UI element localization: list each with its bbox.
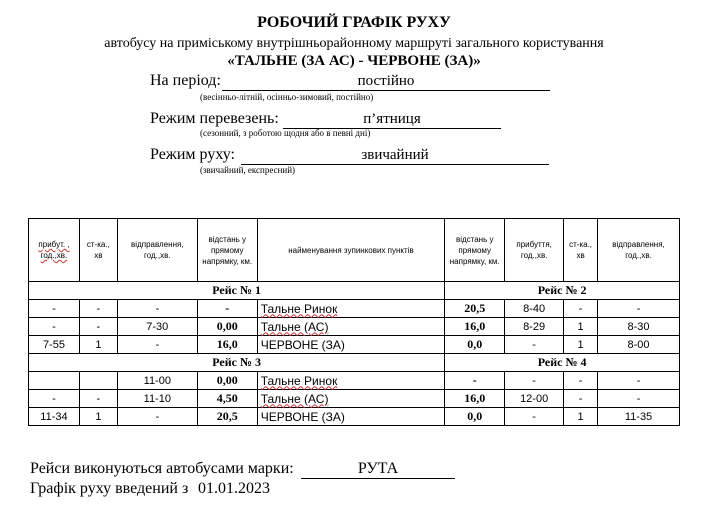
- cell-departure-left: -: [117, 336, 197, 354]
- table-row: [29, 336, 680, 354]
- cell-arrival-right: -: [505, 372, 564, 390]
- cell-departure-right: -: [598, 390, 680, 408]
- cell-departure-left: 11-00: [117, 372, 197, 390]
- bus-brand-label: Рейси виконуються автобусами марки:: [30, 460, 294, 477]
- cell-distance-left: -: [197, 300, 257, 318]
- trip-row-1-2: [29, 282, 680, 300]
- cell-arrival-right: -: [505, 336, 564, 354]
- period-value: постійно: [222, 72, 550, 91]
- motion-label: Режим руху:: [150, 146, 235, 163]
- table-header-row: [29, 219, 680, 282]
- cell-arrival-left: -: [29, 300, 80, 318]
- mode-value: п’ятниця: [283, 110, 501, 129]
- cell-departure-left: 11-10: [117, 390, 197, 408]
- cell-arrival-left: 11-34: [29, 408, 80, 426]
- schedule-start-date: 01.01.2023: [198, 480, 270, 497]
- trip-row-3-4: [29, 354, 680, 372]
- table-row: [29, 372, 680, 390]
- cell-stop-right: -: [564, 372, 598, 390]
- trip-3-label: Рейс № 3: [29, 354, 445, 372]
- cell-stop-name: Тальне (АС): [257, 390, 445, 408]
- cell-departure-right: -: [598, 300, 680, 318]
- header-stop-left: ст-ка., хв: [79, 219, 117, 282]
- cell-distance-right: 16,0: [445, 390, 505, 408]
- cell-distance-right: 0,0: [445, 408, 505, 426]
- cell-arrival-left: -: [29, 318, 80, 336]
- cell-stop-name: Тальне Ринок: [257, 372, 445, 390]
- table-row: [29, 408, 680, 426]
- cell-departure-right: -: [598, 372, 680, 390]
- table-row: [29, 390, 680, 408]
- cell-stop-left: -: [79, 318, 117, 336]
- cell-arrival-left: -: [29, 390, 80, 408]
- cell-stop-left: 1: [79, 408, 117, 426]
- cell-stop-right: 1: [564, 336, 598, 354]
- cell-arrival-left: 7-55: [29, 336, 80, 354]
- table-row: [29, 318, 680, 336]
- cell-distance-left: 0,00: [197, 318, 257, 336]
- cell-stop-right: -: [564, 300, 598, 318]
- cell-departure-right: 8-00: [598, 336, 680, 354]
- motion-hint: (звичайний, експресний): [200, 165, 296, 175]
- cell-stop-name: Тальне Ринок: [257, 300, 445, 318]
- header-departure-left: відправлення, год.,хв.: [117, 219, 197, 282]
- period-hint: (весінньо-літній, осінньо-зимовий, постійно): [200, 92, 374, 102]
- cell-departure-right: 11-35: [598, 408, 680, 426]
- cell-stop-name: Тальне (АС): [257, 318, 445, 336]
- cell-arrival-right: 12-00: [505, 390, 564, 408]
- doc-title: РОБОЧИЙ ГРАФІК РУХУ: [257, 14, 451, 31]
- cell-distance-right: 20,5: [445, 300, 505, 318]
- route-name: «ТАЛЬНЕ (ЗА АС) - ЧЕРВОНЕ (ЗА)»: [227, 53, 481, 69]
- header-distance-right: відстань у прямому напрямку, км.: [445, 219, 505, 282]
- mode-hint: (сезонний, з роботою щодня або в певні дні): [200, 128, 371, 138]
- bus-brand-value: РУТА: [301, 460, 455, 479]
- cell-arrival-right: 8-29: [505, 318, 564, 336]
- trip-2-label: Рейс № 2: [445, 282, 680, 300]
- cell-arrival-right: 8-40: [505, 300, 564, 318]
- cell-distance-right: 16,0: [445, 318, 505, 336]
- cell-arrival-right: -: [505, 408, 564, 426]
- period-label: На період:: [150, 72, 221, 89]
- cell-departure-left: -: [117, 300, 197, 318]
- cell-distance-left: 20,5: [197, 408, 257, 426]
- cell-distance-right: 0,0: [445, 336, 505, 354]
- cell-stop-right: -: [564, 390, 598, 408]
- trip-4-label: Рейс № 4: [445, 354, 680, 372]
- header-stop-right: ст-ка., хв: [564, 219, 598, 282]
- header-distance-left: відстань у прямому напрямку, км.: [197, 219, 257, 282]
- cell-distance-left: 16,0: [197, 336, 257, 354]
- mode-label: Режим перевезень:: [150, 110, 279, 127]
- cell-distance-right: -: [445, 372, 505, 390]
- cell-stop-name: ЧЕРВОНЕ (ЗА): [257, 336, 445, 354]
- header-arrival-right: прибуття, год.,хв.: [505, 219, 564, 282]
- cell-stop-left: 1: [79, 336, 117, 354]
- cell-departure-right: 8-30: [598, 318, 680, 336]
- doc-subtitle: автобусу на приміському внутрішньорайонному маршруті загального користування: [104, 36, 604, 51]
- schedule-table: [28, 218, 680, 426]
- cell-distance-left: 4,50: [197, 390, 257, 408]
- cell-stop-right: 1: [564, 408, 598, 426]
- cell-stop-right: 1: [564, 318, 598, 336]
- cell-stop-left: -: [79, 300, 117, 318]
- motion-value: звичайний: [241, 146, 549, 165]
- cell-arrival-left: [29, 372, 80, 390]
- schedule-start-label: Графік руху введений з: [30, 480, 189, 497]
- cell-departure-left: -: [117, 408, 197, 426]
- cell-departure-left: 7-30: [117, 318, 197, 336]
- cell-stop-left: -: [79, 390, 117, 408]
- table-row: [29, 300, 680, 318]
- cell-stop-left: [79, 372, 117, 390]
- trip-1-label: Рейс № 1: [29, 282, 445, 300]
- header-departure-right: відправлення, год.,хв.: [598, 219, 680, 282]
- header-arrival-left: прибут. , год.,хв.: [29, 219, 80, 282]
- header-stop-name: найменування зупинкових пунктів: [257, 219, 445, 282]
- cell-distance-left: 0,00: [197, 372, 257, 390]
- cell-stop-name: ЧЕРВОНЕ (ЗА): [257, 408, 445, 426]
